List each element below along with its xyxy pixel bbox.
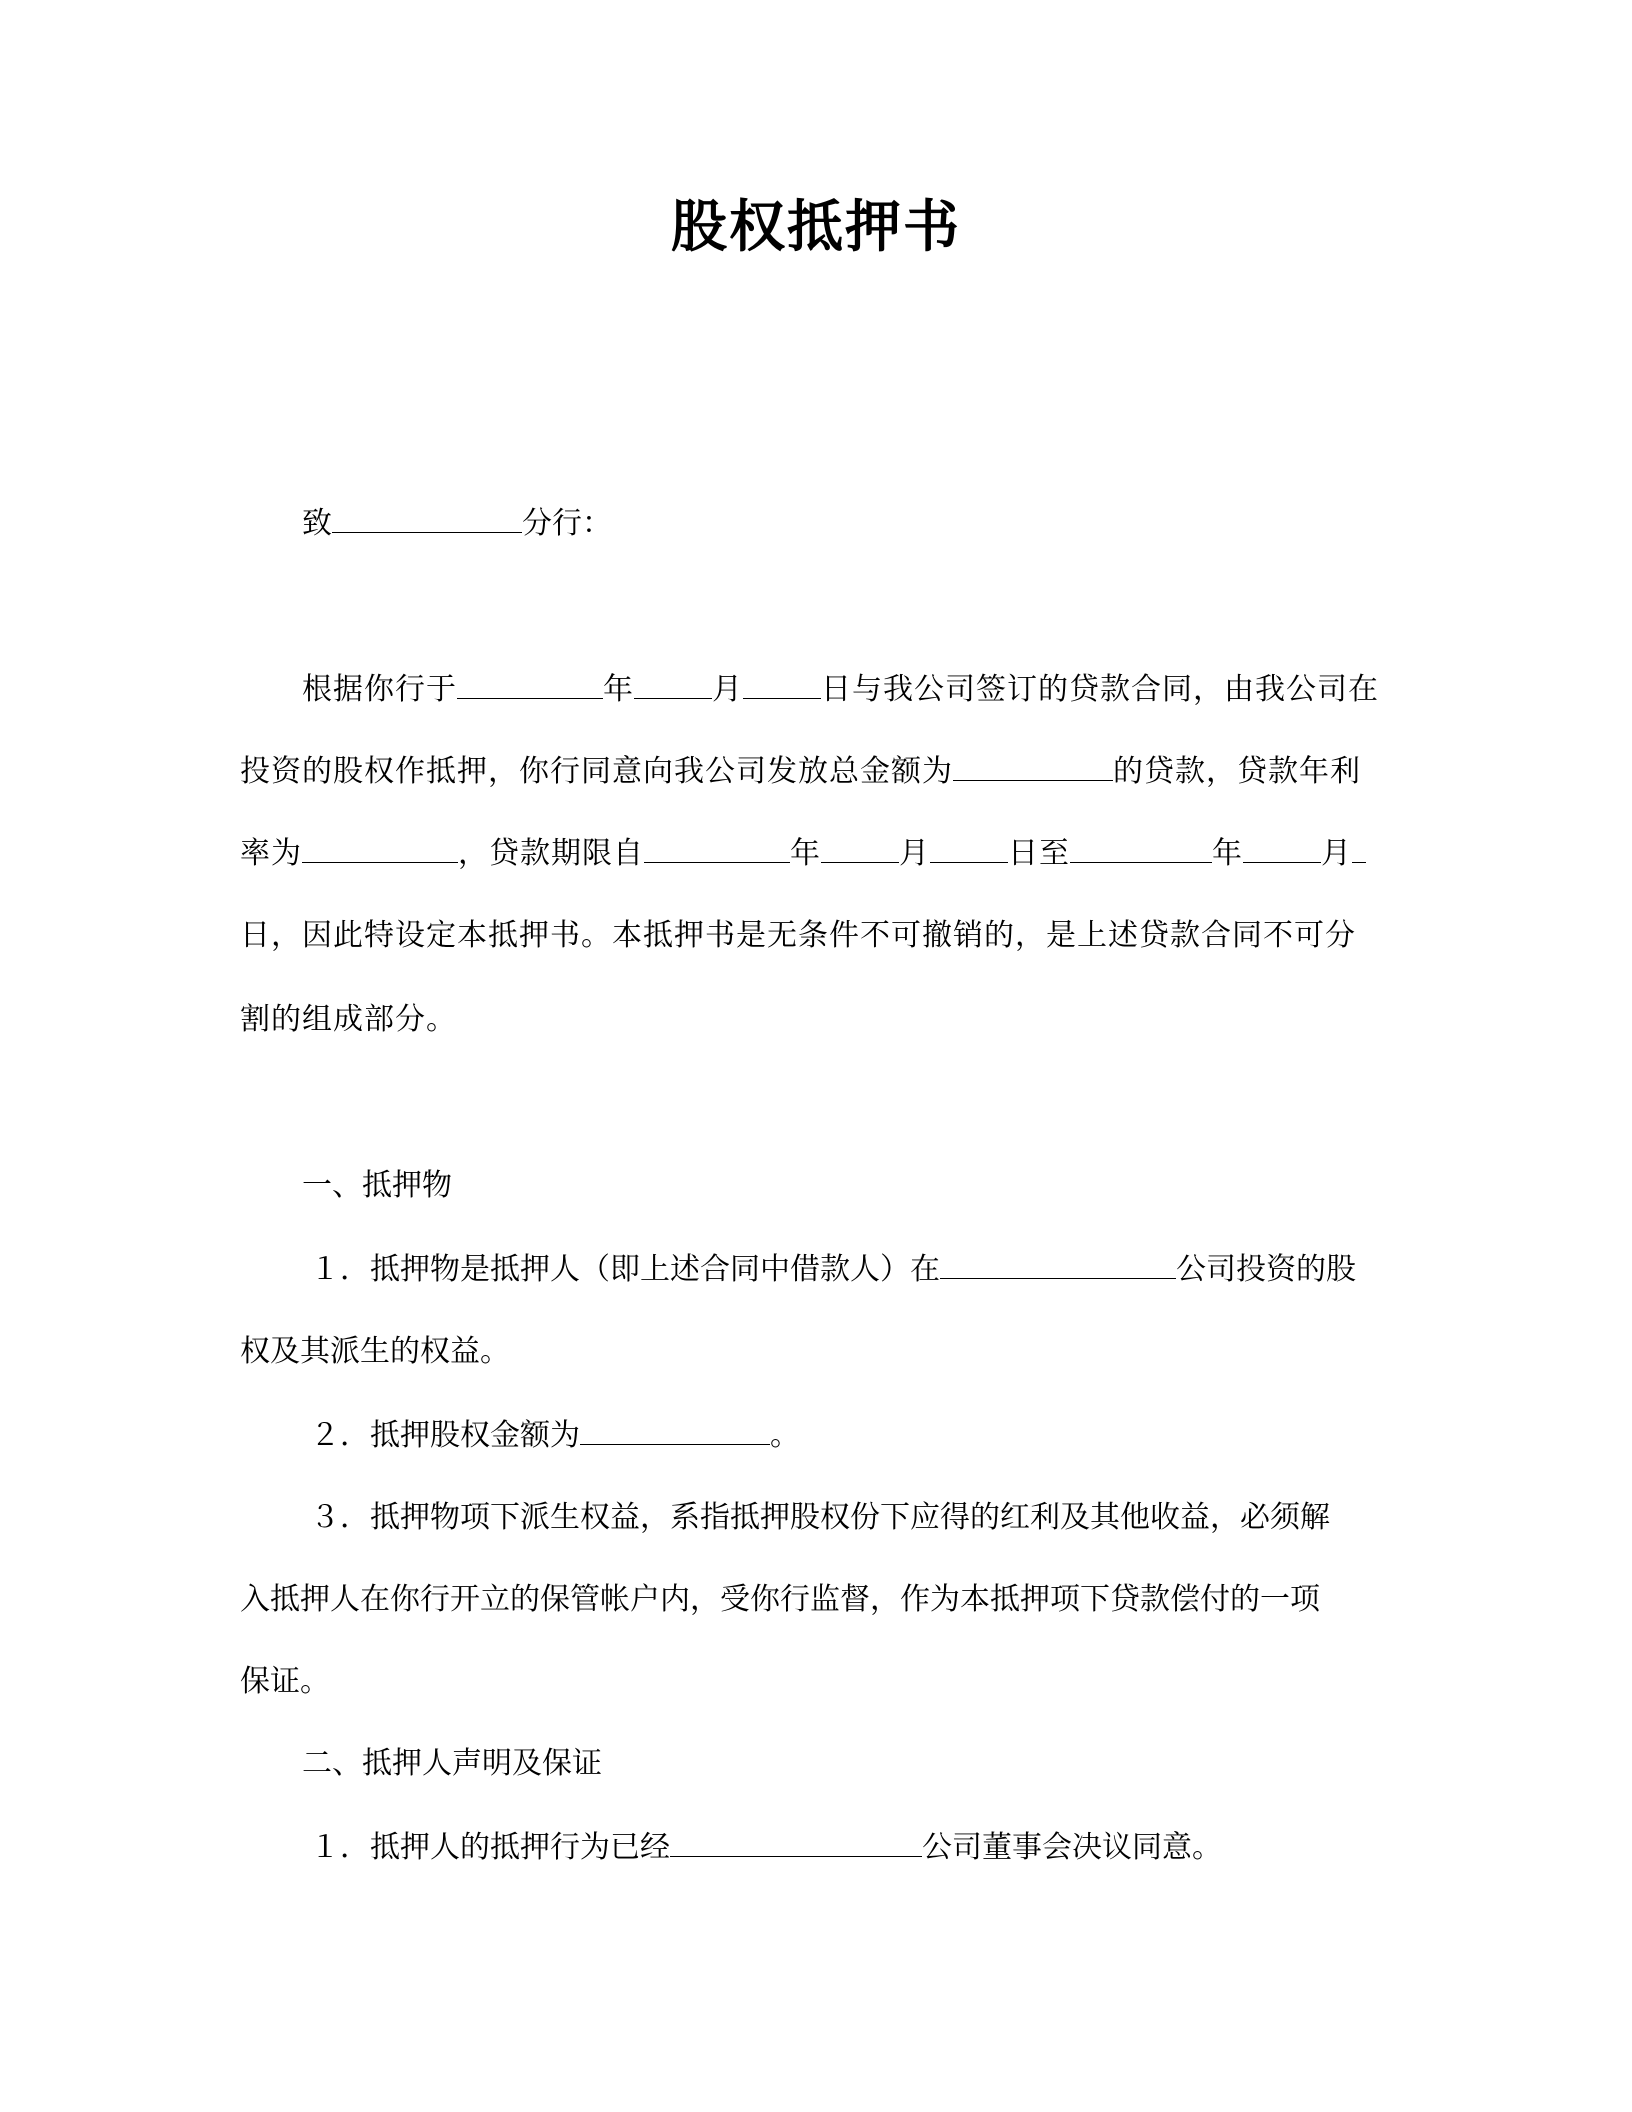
blank-end-day bbox=[1352, 834, 1366, 863]
salutation-suffix: 分行： bbox=[522, 506, 612, 541]
intro-line-2 bbox=[240, 750, 1390, 794]
blank-end-year bbox=[1070, 834, 1212, 863]
intro-text: 年 bbox=[603, 672, 634, 707]
blank-start-day bbox=[930, 834, 1008, 863]
blank-invested-company bbox=[940, 1250, 1176, 1279]
intro-text: 率为 bbox=[240, 836, 302, 871]
clause-text: ２．抵押股权金额为 bbox=[310, 1418, 580, 1453]
blank-year bbox=[457, 670, 603, 699]
clause-text: 。 bbox=[770, 1418, 800, 1453]
clause-text: １．抵押人的抵押行为已经 bbox=[310, 1830, 670, 1865]
intro-text: 年 bbox=[790, 836, 821, 871]
section-2-heading: 二、抵押人声明及保证 bbox=[302, 1746, 602, 1781]
intro-text: 日与我公司签订的贷款合同，由我公司在 bbox=[821, 672, 1379, 707]
clause-text: 公司董事会决议同意。 bbox=[922, 1830, 1222, 1865]
document-title: 股权抵押书 bbox=[671, 195, 961, 260]
intro-text: 的贷款，贷款年利 bbox=[1113, 754, 1361, 789]
blank-start-month bbox=[821, 834, 899, 863]
blank-pledged-amount bbox=[580, 1416, 770, 1445]
intro-text: 年 bbox=[1212, 836, 1243, 871]
blank-board-company bbox=[670, 1828, 922, 1857]
section-1-item-3-line-3: 保证。 bbox=[240, 1664, 330, 1699]
intro-text: 根据你行于 bbox=[302, 672, 457, 707]
salutation-prefix: 致 bbox=[302, 506, 332, 541]
blank-start-year bbox=[644, 834, 790, 863]
section-2-item-1 bbox=[310, 1826, 1460, 1870]
intro-line-3 bbox=[240, 832, 1390, 876]
intro-text: 割的组成部分。 bbox=[240, 1002, 457, 1037]
section-1-item-3-line-2: 入抵押人在你行开立的保管帐户内，受你行监督，作为本抵押项下贷款偿付的一项 bbox=[240, 1582, 1320, 1617]
intro-text: 投资的股权作抵押，你行同意向我公司发放总金额为 bbox=[240, 754, 953, 789]
intro-text: ，贷款期限自 bbox=[458, 836, 644, 871]
intro-text: 月 bbox=[712, 672, 743, 707]
section-1-item-1-line-1 bbox=[310, 1248, 1460, 1292]
blank-month bbox=[634, 670, 712, 699]
section-1-item-2 bbox=[310, 1414, 1460, 1458]
blank-bank-name bbox=[332, 504, 522, 533]
intro-text: 月 bbox=[899, 836, 930, 871]
salutation bbox=[302, 502, 1452, 546]
intro-text: 月 bbox=[1321, 836, 1352, 871]
intro-line-5 bbox=[240, 998, 1390, 1042]
clause-text: １．抵押物是抵押人（即上述合同中借款人）在 bbox=[310, 1252, 940, 1287]
intro-text: 日，因此特设定本抵押书。本抵押书是无条件不可撤销的，是上述贷款合同不可分 bbox=[240, 918, 1356, 953]
blank-end-month bbox=[1243, 834, 1321, 863]
section-1-item-1-line-2: 权及其派生的权益。 bbox=[240, 1334, 510, 1369]
section-1-item-3-line-1: ３．抵押物项下派生权益，系指抵押股权份下应得的红利及其他收益，必须解 bbox=[310, 1500, 1330, 1535]
clause-text: 公司投资的股 bbox=[1176, 1252, 1356, 1287]
intro-line-1 bbox=[302, 668, 1452, 712]
blank-day bbox=[743, 670, 821, 699]
intro-line-4 bbox=[240, 914, 1390, 958]
intro-text: 日至 bbox=[1008, 836, 1070, 871]
blank-total-amount bbox=[953, 752, 1113, 781]
blank-interest-rate bbox=[302, 834, 458, 863]
section-1-heading: 一、抵押物 bbox=[302, 1168, 452, 1203]
